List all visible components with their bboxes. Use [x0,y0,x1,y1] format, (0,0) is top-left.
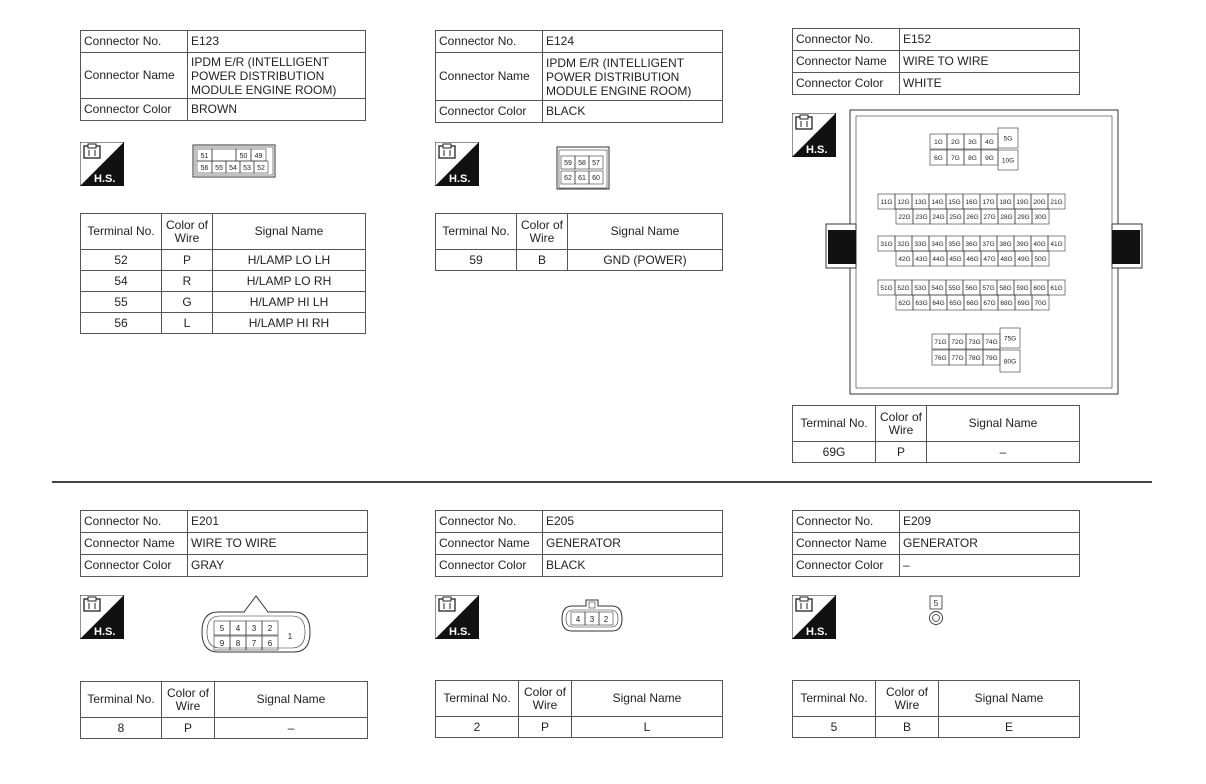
pin-label: 49 [254,153,263,160]
connector-e201 [80,510,368,577]
hs-label: H.S. [806,626,828,638]
pin-label: 66G [966,300,979,307]
wire-color: P [162,250,213,271]
pin-label: 2 [267,624,273,633]
connector-no-value: E123 [188,31,366,53]
header-color-line: Color of [523,684,567,699]
wire-color: B [517,250,568,271]
pin-label: 51 [200,153,209,160]
connector-color-label: Connector Color [436,555,543,577]
pin-label: 30G [1034,214,1047,221]
pin-label: 18G [999,199,1012,206]
pin-label: 23G [915,214,928,221]
connector-no-value: E209 [900,511,1080,533]
pin-label: 2G [951,139,960,146]
table-row [436,717,723,738]
header-color [162,682,215,718]
pin-label: 19G [1016,199,1029,206]
pin-label: 76G [934,355,947,362]
pin-label: 49G [1017,256,1030,263]
pin-label: 39G [1016,241,1029,248]
connector-face-e152 [824,108,1144,396]
pin-label: 79G [985,355,998,362]
pin-label: 25G [949,214,962,221]
signal-name: H/LAMP LO RH [213,271,366,292]
pin-label: 6G [934,155,943,162]
pin-label: 4 [575,615,581,624]
connector-no-value: E201 [188,511,368,533]
header-signal: Signal Name [213,214,366,250]
pin-label: 9 [219,639,225,648]
header-signal: Signal Name [927,406,1080,442]
header-color-line: Color of [166,685,210,700]
pin-label: 64G [932,300,945,307]
terminal-no: 56 [81,313,162,334]
table-row [81,313,366,334]
pin-label: 28G [1000,214,1013,221]
connector-no-label: Connector No. [793,511,900,533]
header-signal: Signal Name [568,214,723,250]
pin-label: 47G [983,256,996,263]
pin-label: 54 [229,165,237,172]
pin-label: 61 [578,175,586,182]
connector-no-label: Connector No. [793,29,900,51]
connector-color-label: Connector Color [793,555,900,577]
pin-label: 32G [897,241,910,248]
hs-label: H.S. [94,626,116,638]
pin-label: 63G [915,300,928,307]
header-color-line: Color of [520,217,564,232]
pin-label: 69G [1017,300,1030,307]
pin-label: 7 [251,639,257,648]
connector-name-label: Connector Name [81,533,188,555]
pin-label: 16G [965,199,978,206]
connector-info-table [435,510,723,577]
table-row [793,442,1080,463]
connector-name-line: POWER DISTRIBUTION [191,68,325,83]
header-color [517,214,568,250]
connector-name-label: Connector Name [793,51,900,73]
connector-name-label: Connector Name [81,53,188,99]
table-row [81,292,366,313]
pin-label: 2 [603,615,609,624]
connector-name-value: WIRE TO WIRE [900,51,1080,73]
pin-label: 3G [968,139,977,146]
connector-face-e205 [558,598,626,634]
wire-color: G [162,292,213,313]
pin-label: 45G [949,256,962,263]
header-color-line: Wire [174,230,200,245]
header-color-line: Color of [879,409,923,424]
pin-label: 55 [215,165,223,172]
pin-label: 10G [1001,157,1015,165]
pin-label: 75G [1003,335,1017,343]
table-row [436,250,723,271]
pin-label: 58G [999,285,1012,292]
hs-label: H.S. [94,173,116,185]
harness-side-icon [435,142,479,186]
pin-label: 71G [934,339,947,346]
signal-name: L [572,717,723,738]
pin-label: 72G [951,339,964,346]
header-color-line: Wire [888,422,914,437]
pin-label: 8 [235,639,241,648]
terminal-no: 54 [81,271,162,292]
connector-name-label: Connector Name [436,53,543,101]
pin-label: 29G [1017,214,1030,221]
terminal-table-e124 [435,213,723,271]
wire-color: L [162,313,213,334]
pin-label: 11G [880,199,893,206]
pin-label: 35G [948,241,961,248]
connector-name-line: MODULE ENGINE ROOM) [191,82,337,97]
pin-label: 27G [983,214,996,221]
connector-no-value: E205 [543,511,723,533]
header-color-line: Wire [532,697,558,712]
pin-label: 56 [200,165,209,172]
terminal-table-e209 [792,680,1080,738]
header-color-line: Wire [529,230,555,245]
signal-name: GND (POWER) [568,250,723,271]
table-row [793,717,1080,738]
connector-e209 [792,510,1080,577]
pin-label: 52G [897,285,910,292]
pin-label: 59 [564,160,572,167]
signal-name: H/LAMP LO LH [213,250,366,271]
pin-label: 41G [1050,241,1063,248]
pin-label: 43G [915,256,928,263]
pin-label: 17G [982,199,995,206]
connector-color-value: WHITE [900,73,1080,95]
terminal-no: 8 [81,718,162,739]
pin-label: 8G [968,155,977,162]
pin-label: 60G [1033,285,1046,292]
pin-label: 37G [982,241,995,248]
header-color [876,406,927,442]
pin-label: 4 [235,624,241,633]
header-terminal: Terminal No. [436,214,517,250]
header-signal: Signal Name [215,682,368,718]
connector-info-table [80,30,366,121]
pin-label: 52 [257,165,265,172]
harness-side-icon [80,595,124,639]
pin-label: 80G [1003,358,1017,366]
terminal-no: 55 [81,292,162,313]
pin-label: 5G [1003,135,1013,143]
connector-color-value: GRAY [188,555,368,577]
signal-name: E [939,717,1080,738]
header-color [876,681,939,717]
pin-label: 21G [1050,199,1063,206]
pin-label: 65G [949,300,962,307]
pin-label: 22G [898,214,911,221]
pin-label: 74G [985,339,998,346]
pin-label: 33G [914,241,927,248]
pin-label: 24G [932,214,945,221]
connector-info-table [80,510,368,577]
pin-label: 57G [982,285,995,292]
connector-name-value: GENERATOR [900,533,1080,555]
connector-face-e124 [556,146,610,190]
wire-color: P [876,442,927,463]
connector-color-value: BROWN [188,99,366,121]
pin-label: 56G [965,285,978,292]
table-row [81,718,368,739]
connector-color-value: BLACK [543,101,723,123]
header-color-line: Wire [894,697,920,712]
pin-label: 58 [578,160,586,167]
connector-face-e123 [192,144,276,178]
table-row [81,250,366,271]
pin-label: 59G [1016,285,1029,292]
pin-label: 67G [983,300,996,307]
pin-label: 3 [589,615,595,624]
signal-name: H/LAMP HI RH [213,313,366,334]
pin-label: 46G [966,256,979,263]
signal-name: – [215,718,368,739]
connector-info-table [792,28,1080,95]
connector-no-label: Connector No. [436,511,543,533]
pin-label: 44G [932,256,945,263]
header-color-line: Color of [885,684,929,699]
header-signal: Signal Name [939,681,1080,717]
pin-label: 26G [966,214,979,221]
connector-color-label: Connector Color [436,101,543,123]
connector-name-value [543,53,723,101]
pin-label: 4G [985,139,994,146]
connector-info-table [435,30,723,123]
pin-label: 13G [914,199,927,206]
connector-name-line: MODULE ENGINE ROOM) [546,83,692,98]
connector-name-value: WIRE TO WIRE [188,533,368,555]
header-terminal: Terminal No. [81,682,162,718]
header-terminal: Terminal No. [81,214,162,250]
header-terminal: Terminal No. [793,406,876,442]
pin-label: 51G [880,285,893,292]
connector-color-value: BLACK [543,555,723,577]
header-signal: Signal Name [572,681,723,717]
pin-label: 6 [267,639,273,648]
hs-label: H.S. [806,144,828,156]
connector-color-value: – [900,555,1080,577]
connector-color-label: Connector Color [793,73,900,95]
connector-name-line: IPDM E/R (INTELLIGENT [191,54,330,69]
connector-name-label: Connector Name [436,533,543,555]
pin-label: 20G [1033,199,1046,206]
header-color-line: Color of [165,217,209,232]
pin-label: 9G [985,155,994,162]
pin-label: 68G [1000,300,1013,307]
pin-label: 55G [948,285,961,292]
harness-side-icon [435,595,479,639]
hs-label: H.S. [449,626,471,638]
pin-label: 53 [243,165,251,172]
connector-name-label: Connector Name [793,533,900,555]
pin-label: 54G [931,285,944,292]
header-terminal: Terminal No. [793,681,876,717]
pin-label: 50 [239,153,248,160]
connector-color-label: Connector Color [81,99,188,121]
pin-label: 3 [251,624,257,633]
pin-label: 50G [1034,256,1047,263]
pin-label: 5 [219,624,225,633]
header-color [162,214,213,250]
connector-no-value: E124 [543,31,723,53]
pin-label: 31G [880,241,893,248]
pin-label: 38G [999,241,1012,248]
header-color-line: Wire [175,698,201,713]
pin-label: 1G [934,139,943,146]
terminal-no: 69G [793,442,876,463]
wire-color: P [162,718,215,739]
hs-label: H.S. [449,173,471,185]
pin-label: 57 [592,160,600,167]
pin-label: 36G [965,241,978,248]
wire-color: R [162,271,213,292]
pin-label: 14G [931,199,944,206]
connector-color-label: Connector Color [81,555,188,577]
connector-e152 [792,28,1080,95]
terminal-no: 52 [81,250,162,271]
connector-name-line: POWER DISTRIBUTION [546,69,680,84]
terminal-table-e201 [80,681,368,739]
connector-e124 [435,30,723,123]
pin-label: 53G [914,285,927,292]
connector-e123 [80,30,366,121]
terminal-table-e205 [435,680,723,738]
terminal-no: 59 [436,250,517,271]
pin-label: 40G [1033,241,1046,248]
wire-color: B [876,717,939,738]
connector-face-e201 [198,594,314,660]
pin-label: 5 [933,599,939,608]
pin-label: 62G [898,300,911,307]
harness-side-icon [80,142,124,186]
connector-name-value: GENERATOR [543,533,723,555]
pin-label: 48G [1000,256,1013,263]
harness-side-icon [792,595,836,639]
pin-label: 60 [592,175,600,182]
connector-no-value: E152 [900,29,1080,51]
terminal-table-e123 [80,213,366,334]
terminal-no: 2 [436,717,519,738]
terminal-no: 5 [793,717,876,738]
signal-name: H/LAMP HI LH [213,292,366,313]
connector-no-label: Connector No. [436,31,543,53]
pin-label: 77G [951,355,964,362]
signal-name: – [927,442,1080,463]
pin-label: 1 [287,632,293,641]
connector-info-table [792,510,1080,577]
pin-label: 34G [931,241,944,248]
connector-name-line: IPDM E/R (INTELLIGENT [546,55,685,70]
connector-no-label: Connector No. [81,31,188,53]
header-color [519,681,572,717]
connector-no-label: Connector No. [81,511,188,533]
terminal-table-e152 [792,405,1080,463]
pin-label: 42G [898,256,911,263]
pin-label: 62 [564,175,572,182]
pin-label: 78G [968,355,981,362]
header-terminal: Terminal No. [436,681,519,717]
pin-label: 12G [897,199,910,206]
section-divider [52,481,1152,483]
pin-label: 61G [1050,285,1063,292]
pin-label: 15G [948,199,961,206]
connector-e205 [435,510,723,577]
pin-label: 70G [1034,300,1047,307]
table-row [81,271,366,292]
pin-label: 73G [968,339,981,346]
connector-face-e209 [926,594,946,628]
wire-color: P [519,717,572,738]
connector-name-value [188,53,366,99]
pin-label: 7G [951,155,960,162]
